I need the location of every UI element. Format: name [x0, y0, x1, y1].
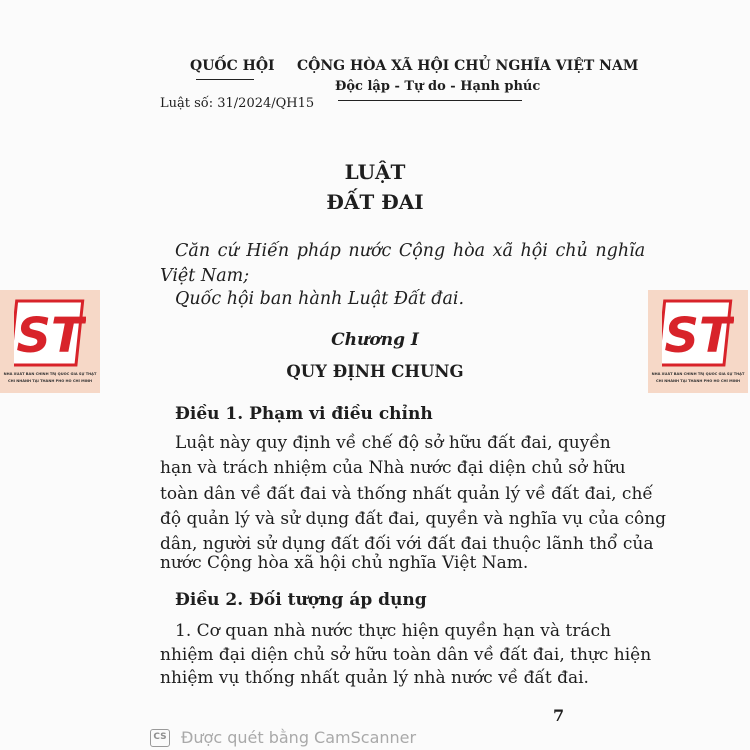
preamble-line: Căn cứ Hiến pháp nước Cộng hòa xã hội chủ nghĩa — [175, 241, 646, 261]
camscanner-icon: CS — [150, 729, 170, 747]
preamble-line: Quốc hội ban hành Luật Đất đai. — [175, 289, 465, 309]
article-1-line: độ quản lý và sử dụng đất đai, quyền và nghĩa vụ của công — [160, 509, 667, 529]
article-2-line: nhiệm đại diện chủ sở hữu toàn dân về đất đai, thực hiện — [160, 645, 652, 665]
issuer-underline — [196, 79, 254, 80]
article-1-heading: Điều 1. Phạm vi điều chỉnh — [175, 404, 433, 424]
svg-text:ST: ST — [16, 308, 84, 364]
article-1-line: dân, người sử dụng đất đối với đất đai thuộc lãnh thổ của — [160, 534, 654, 554]
nation-name: CỘNG HÒA XÃ HỘI CHỦ NGHĨA VIỆT NAM — [297, 58, 639, 74]
st-logo-mark — [14, 298, 86, 368]
chapter-number: Chương I — [331, 330, 419, 350]
publisher-logo — [648, 290, 748, 393]
article-2-line: 1. Cơ quan nhà nước thực hiện quyền hạn và trách — [175, 621, 611, 641]
chapter-title: QUY ĐỊNH CHUNG — [286, 362, 464, 381]
document-name-title: ĐẤT ĐAI — [326, 190, 424, 214]
motto-underline — [338, 100, 522, 101]
article-1-line: hạn và trách nhiệm của Nhà nước đại diện chủ sở hữu — [160, 458, 626, 478]
publisher-caption: NHÀ XUẤT BẢN CHÍNH TRỊ QUỐC GIA SỰ THẬT — [3, 372, 97, 376]
law-number: Luật số: 31/2024/QH15 — [160, 96, 315, 111]
preamble-line: Việt Nam; — [160, 266, 250, 286]
article-2-line: nhiệm vụ thống nhất quản lý nhà nước về đất đai. — [160, 668, 589, 688]
article-1-line: toàn dân về đất đai và thống nhất quản lý về đất đai, chế — [160, 484, 653, 504]
publisher-caption: NHÀ XUẤT BẢN CHÍNH TRỊ QUỐC GIA SỰ THẬT — [651, 372, 745, 376]
publisher-branch-caption: CHI NHÁNH TẠI THÀNH PHỐ HỒ CHÍ MINH — [655, 379, 741, 383]
page-number: 7 — [553, 706, 565, 725]
document-type-title: LUẬT — [344, 160, 406, 184]
publisher-logo — [0, 290, 100, 393]
article-2-heading: Điều 2. Đối tượng áp dụng — [175, 590, 427, 610]
st-logo-mark — [662, 298, 734, 368]
national-motto: Độc lập - Tự do - Hạnh phúc — [335, 79, 541, 94]
issuer-name: QUỐC HỘI — [190, 58, 275, 74]
svg-text:ST: ST — [664, 308, 732, 364]
article-1-line: Luật này quy định về chế độ sở hữu đất đai, quyền — [175, 433, 611, 453]
scanner-watermark-text: Được quét bằng CamScanner — [181, 728, 417, 747]
publisher-branch-caption: CHI NHÁNH TẠI THÀNH PHỐ HỒ CHÍ MINH — [7, 379, 93, 383]
article-1-line: nước Cộng hòa xã hội chủ nghĩa Việt Nam. — [160, 553, 529, 573]
